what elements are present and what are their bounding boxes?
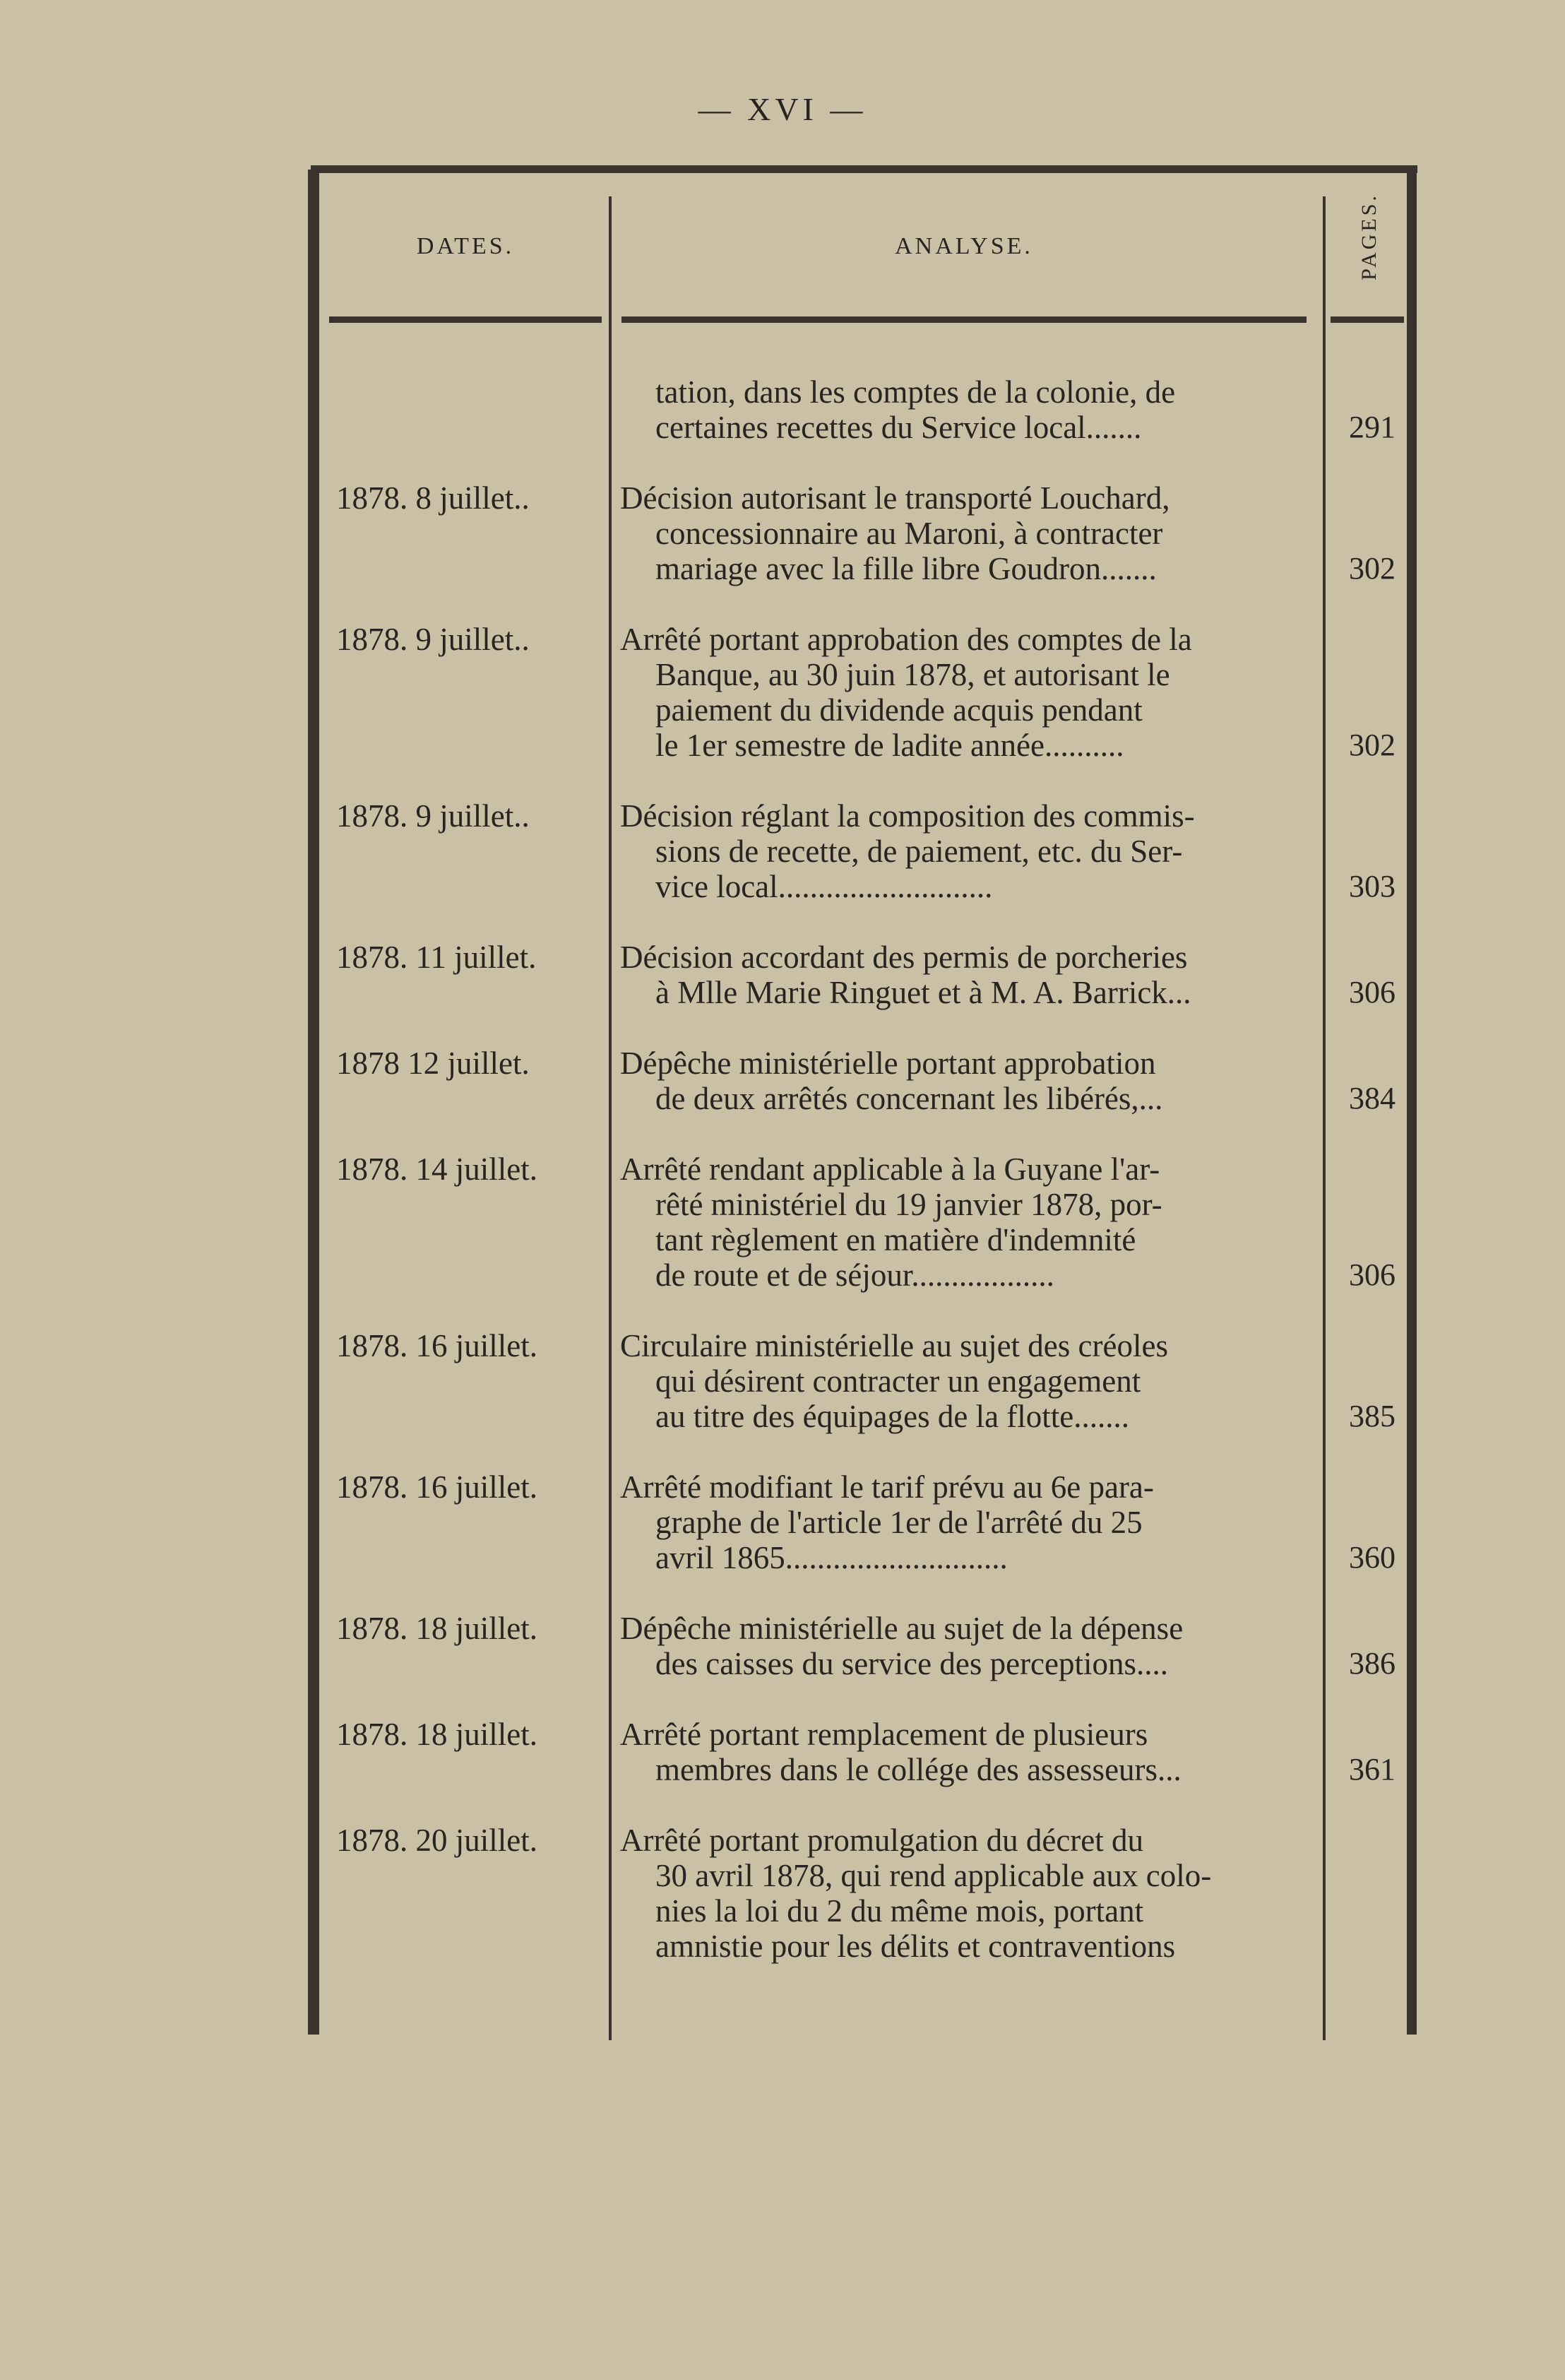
analyse-line: Arrêté portant remplacement de plusieurs — [620, 1717, 1148, 1752]
analyse-line: Décision réglant la composition des commis- — [620, 798, 1195, 834]
row-page: 361 — [1349, 1752, 1396, 1787]
analyse-line: mariage avec la fille libre Goudron....... — [655, 551, 1157, 586]
header-underline-analyse — [621, 316, 1307, 323]
row-date: 1878. 8 juillet.. — [336, 480, 530, 516]
analyse-line: Décision accordant des permis de porcheries — [620, 940, 1188, 975]
analyse-line: tant règlement en matière d'indemnité — [655, 1222, 1136, 1257]
analyse-line: Dépêche ministérielle au sujet de la dépense — [620, 1611, 1184, 1646]
row-date: 1878. 18 juillet. — [336, 1717, 537, 1752]
row-analyse — [620, 1717, 1287, 1787]
row-analyse — [620, 1328, 1287, 1434]
analyse-line: qui désirent contracter un engagement — [655, 1363, 1141, 1399]
row-analyse — [620, 1823, 1287, 1964]
analyse-line: concessionnaire au Maroni, à contracter — [655, 516, 1163, 551]
analyse-line: Arrêté portant approbation des comptes de la — [620, 622, 1192, 657]
row-page: 303 — [1349, 869, 1396, 904]
row-page: 386 — [1349, 1646, 1396, 1681]
row-date: 1878 12 juillet. — [336, 1046, 530, 1081]
analyse-line: Arrêté rendant applicable à la Guyane l'ar- — [620, 1151, 1160, 1187]
analyse-line: Circulaire ministérielle au sujet des créoles — [620, 1328, 1168, 1363]
row-page: 306 — [1349, 975, 1396, 1010]
row-analyse — [620, 1046, 1287, 1116]
column-separator-dates — [609, 196, 612, 2040]
analyse-line: nies la loi du 2 du même mois, portant — [655, 1893, 1144, 1929]
page-number: — XVI — — [698, 91, 867, 127]
row-page: 302 — [1349, 551, 1396, 586]
row-analyse — [620, 798, 1287, 904]
analyse-line: certaines recettes du Service local....... — [655, 410, 1142, 445]
analyse-line: paiement du dividende acquis pendant — [655, 692, 1143, 728]
row-analyse — [620, 1469, 1287, 1575]
header-analyse: ANALYSE. — [895, 233, 1033, 259]
analyse-line: graphe de l'article 1er de l'arrêté du 25 — [655, 1505, 1143, 1540]
row-date: 1878. 14 juillet. — [336, 1151, 537, 1187]
analyse-line: le 1er semestre de ladite année.......... — [655, 728, 1124, 763]
analyse-line: Arrêté modifiant le tarif prévu au 6e para- — [620, 1469, 1154, 1505]
row-analyse — [620, 374, 1287, 445]
row-date: 1878. 9 juillet.. — [336, 798, 530, 834]
row-analyse — [620, 622, 1287, 763]
row-analyse — [620, 1611, 1287, 1681]
row-date: 1878. 20 juillet. — [336, 1823, 537, 1858]
header-underline-dates — [329, 316, 602, 323]
analyse-line: rêté ministériel du 19 janvier 1878, por- — [655, 1187, 1162, 1222]
row-date: 1878. 11 juillet. — [336, 940, 537, 975]
analyse-line: au titre des équipages de la flotte....... — [655, 1399, 1130, 1434]
row-page: 360 — [1349, 1540, 1396, 1575]
analyse-line: vice local........................... — [655, 869, 993, 904]
table-right-rule — [1407, 170, 1417, 2035]
column-separator-pages — [1323, 196, 1326, 2040]
row-date: 1878. 9 juillet.. — [336, 622, 530, 657]
table-left-rule — [308, 170, 319, 2035]
analyse-line: 30 avril 1878, qui rend applicable aux colo- — [655, 1858, 1212, 1893]
header-dates: DATES. — [416, 233, 515, 259]
analyse-line: de deux arrêtés concernant les libérés,... — [655, 1081, 1163, 1116]
analyse-line: sions de recette, de paiement, etc. du Ser- — [655, 834, 1183, 869]
analyse-line: avril 1865............................ — [655, 1540, 1008, 1575]
row-page: 306 — [1349, 1257, 1396, 1292]
row-analyse — [620, 940, 1287, 1010]
analyse-line: membres dans le collége des assesseurs... — [655, 1752, 1182, 1787]
header-pages: PAGES. — [1357, 193, 1381, 280]
row-page: 302 — [1349, 728, 1396, 762]
analyse-line: Dépêche ministérielle portant approbation — [620, 1046, 1156, 1081]
analyse-line: de route et de séjour.................. — [655, 1257, 1054, 1293]
analyse-line: Décision autorisant le transporté Louchard, — [620, 480, 1170, 516]
row-date: 1878. 16 juillet. — [336, 1328, 537, 1363]
row-analyse — [620, 1151, 1287, 1293]
analyse-line: Banque, au 30 juin 1878, et autorisant le — [655, 657, 1170, 692]
analyse-line: tation, dans les comptes de la colonie, de — [655, 374, 1176, 410]
analyse-line: Arrêté portant promulgation du décret du — [620, 1823, 1144, 1858]
row-page: 385 — [1349, 1399, 1396, 1433]
row-page: 384 — [1349, 1081, 1396, 1115]
row-date: 1878. 16 juillet. — [336, 1469, 537, 1505]
analyse-line: à Mlle Marie Ringuet et à M. A. Barrick... — [655, 975, 1191, 1010]
row-analyse — [620, 480, 1287, 586]
table-top-rule — [311, 165, 1417, 173]
row-page: 291 — [1349, 410, 1396, 444]
analyse-line: des caisses du service des perceptions.... — [655, 1646, 1169, 1681]
header-underline-pages — [1331, 316, 1404, 323]
analyse-line: amnistie pour les délits et contraventions — [655, 1929, 1176, 1964]
row-date: 1878. 18 juillet. — [336, 1611, 537, 1646]
